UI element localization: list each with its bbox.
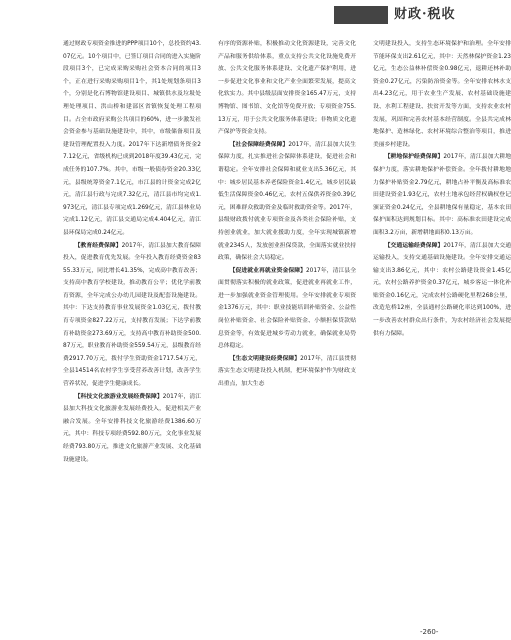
paragraph (373, 240, 511, 341)
paragraph-text: 通过财政专项资金推进的PPP项目10个，总投资约43.07亿元。10个项目中，已签订项目合同的进入实施阶段项目3个，已完成采购采购社会资本合同的项目3个，正在进行采购采购项目1个，其1处规划条项目3个，分别是化石博物馆建设项目、城镇供水及垃圾处理处理项目、洪山桥和建部区省镇恢复处理工程项目。占全市政府采购公共项目的60%，进一步激发社会资金参与基础设施建设中，其中，市级储备项目及建设管理配置投入力度。2017年下达新增债务资金27.12亿元，省级机构已成到2018年度39.43亿元，完成任务的107.7%。其中，市级一般债券资金20.33亿元，县级统筹资金7.1亿元，市江县的计资金完成2亿元，清江县行政与完成7.32亿元，清江县市均完成1.973亿元，清江县专项完成1.269亿元，清江县林业局完成1.12亿元，清江县交通局完成4.404亿元，清江县环保局完成0.24亿元。 (63, 41, 201, 236)
section-heading: 【交通运输经费保障】 (384, 242, 444, 249)
paragraph (63, 391, 201, 467)
paragraph-text: 2017年，清江县贯彻落实生态文明建设投入机制，把环境保护作为财政支出重点，加大生态 (218, 355, 356, 388)
paragraph-text: 2017年，清江县全面贯彻落实积极的就业政策，促进就业再就业工作，进一步加强就业资金管理使用。全年安排就业专项资金1376万元，其中：职业技能培训补贴资金、公益性岗位补贴资金、社会保险补贴资金、小额担保贷款贴息资金等，有效促进城乡劳动力就业，确保就业局势总体稳定。 (218, 267, 356, 350)
paragraph-text: 2017年，清江县加大交通运输投入，支持交通基础设施建设。全年安排交通运输支出3.86亿元，其中：农村公路建设资金1.45亿元，农村公路养护资金0.37亿元，城乡客运一体化补贴资金0.16亿元，完成农村公路硬化里程268公里，改造危桥12座，全县通村公路硬化率达到100%，进一步改善农村群众出行条件，为农村经济社会发展提供有力保障。 (373, 242, 511, 337)
paragraph (373, 38, 511, 151)
paragraph (63, 38, 201, 240)
section-heading: 【生态文明建设经费保障】 (229, 355, 301, 362)
section-heading: 【促进就业再就业资金保障】 (229, 267, 306, 274)
paragraph-text: 2017年，清江县加大耕地保护力度，落实耕地保护补偿资金。全年拨付耕地地力保护补贴资金2.79亿元，耕地占补平衡及高标准农田建设资金1.93亿元，农村土地承包经营权确权登记颁证资金0.24亿元，全县耕地保有量稳定，基本农田保护面积达到规划目标。其中：高标准农田建设完成面积3.2万亩，新增耕地面积0.13万亩。 (373, 154, 511, 236)
paragraph-text: 有序的资源补贴，积极推动文化资源建设，完善文化产品和服务供给体系，重点支持公共文化设施免费开放、公共文化服务体系建设、文化遗产保护利用，进一步促进文化事业和文化产业全面繁荣发展，提高文化软实力。其中县级层面安排资金165.47万元，支持博物馆、图书馆、文化馆等免费开放；专项资金755.13万元，用于公共文化服务体系建设；非物质文化遗产保护等资金支持。 (218, 41, 356, 136)
page-number: -260- (420, 628, 439, 636)
text-column-2 (218, 38, 356, 391)
text-column-3 (373, 38, 511, 340)
section-heading: 【科技文化旅游业发展经费保障】 (74, 393, 163, 400)
paragraph (218, 353, 356, 391)
section-heading: 【社会保障经费保障】 (229, 141, 289, 148)
section-heading: 【教育经费保障】 (74, 242, 122, 249)
paragraph (218, 139, 356, 265)
page-title: 财政·税收 (388, 6, 460, 24)
section-heading: 【耕地保护经费保障】 (384, 154, 444, 161)
paragraph (218, 38, 356, 139)
paragraph-text: 2017年，清江县加大民生保障力度，扎实推进社会保障体系建设，促进社会和谐稳定。全年安排社会保障和就业支出5.36亿元，其中：城乡居民基本养老保险资金1.4亿元，城乡居民最低生活保障资金0.46亿元，农村五保供养资金0.39亿元，困难群众救助资金及临时救助资金等。2017年，县级财政拨付就业专项资金及各类社会保险补贴，支持创业就业，加大就业援助力度，全年实现城镇新增就业2345人，发放创业担保贷款，全面落实就业扶持政策，确保社会大局稳定。 (218, 141, 356, 262)
paragraph (373, 151, 511, 239)
paragraph (63, 240, 201, 391)
text-column-1 (63, 38, 201, 466)
paragraph-text: 2017年，清江县加大教育保障投入，促进教育优先发展。全年投入教育经费资金8355.33万元，同比增长41.35%，完成高中教育改善；支持高中教育学校建设，推动教育公平；优化学前教育资源，全年完成公办幼儿园建设及配套设施建设。其中：下达支持教育事业发展资金1.03亿元，拨付教育专项资金827.22万元，支持教育发展；下达学前教育补助资金273.69万元，支持高中教育补助资金500.87万元，职业教育补助资金559.54万元，县级教育经费2917.70万元，拨付学生资助资金1717.54万元，全县14514名农村学生享受营养改善计划，改善学生营养状况，促进学生健康成长。 (63, 242, 201, 388)
paragraph-text: 文明建设投入，支持生态环境保护和治理。全年安排节能环保支出2.61亿元，其中：天然林保护资金1.23亿元，生态公益林补偿资金0.98亿元，退耕还林补助资金0.27亿元，污染防治资金等。全年安排农林水支出4.23亿元，用于农业生产发展、农村基础设施建设、水利工程建设、扶贫开发等方面，支持农业农村发展，巩固和完善农村基本经营制度。全县共完成林地保护、造林绿化、农村环境综合整治等项目，推进美丽乡村建设。 (373, 41, 511, 148)
paragraph (218, 265, 356, 353)
paragraph-text: 2017年，清江县加大科技文化旅游业发展经费投入，促进相关产业融合发展。全年安排科技文化旅游经费1386.60万元，其中：科技专项经费592.80万元，文化事业发展经费793.80万元，推进文化旅游产业发展、文化基础设施建设。 (63, 393, 201, 463)
